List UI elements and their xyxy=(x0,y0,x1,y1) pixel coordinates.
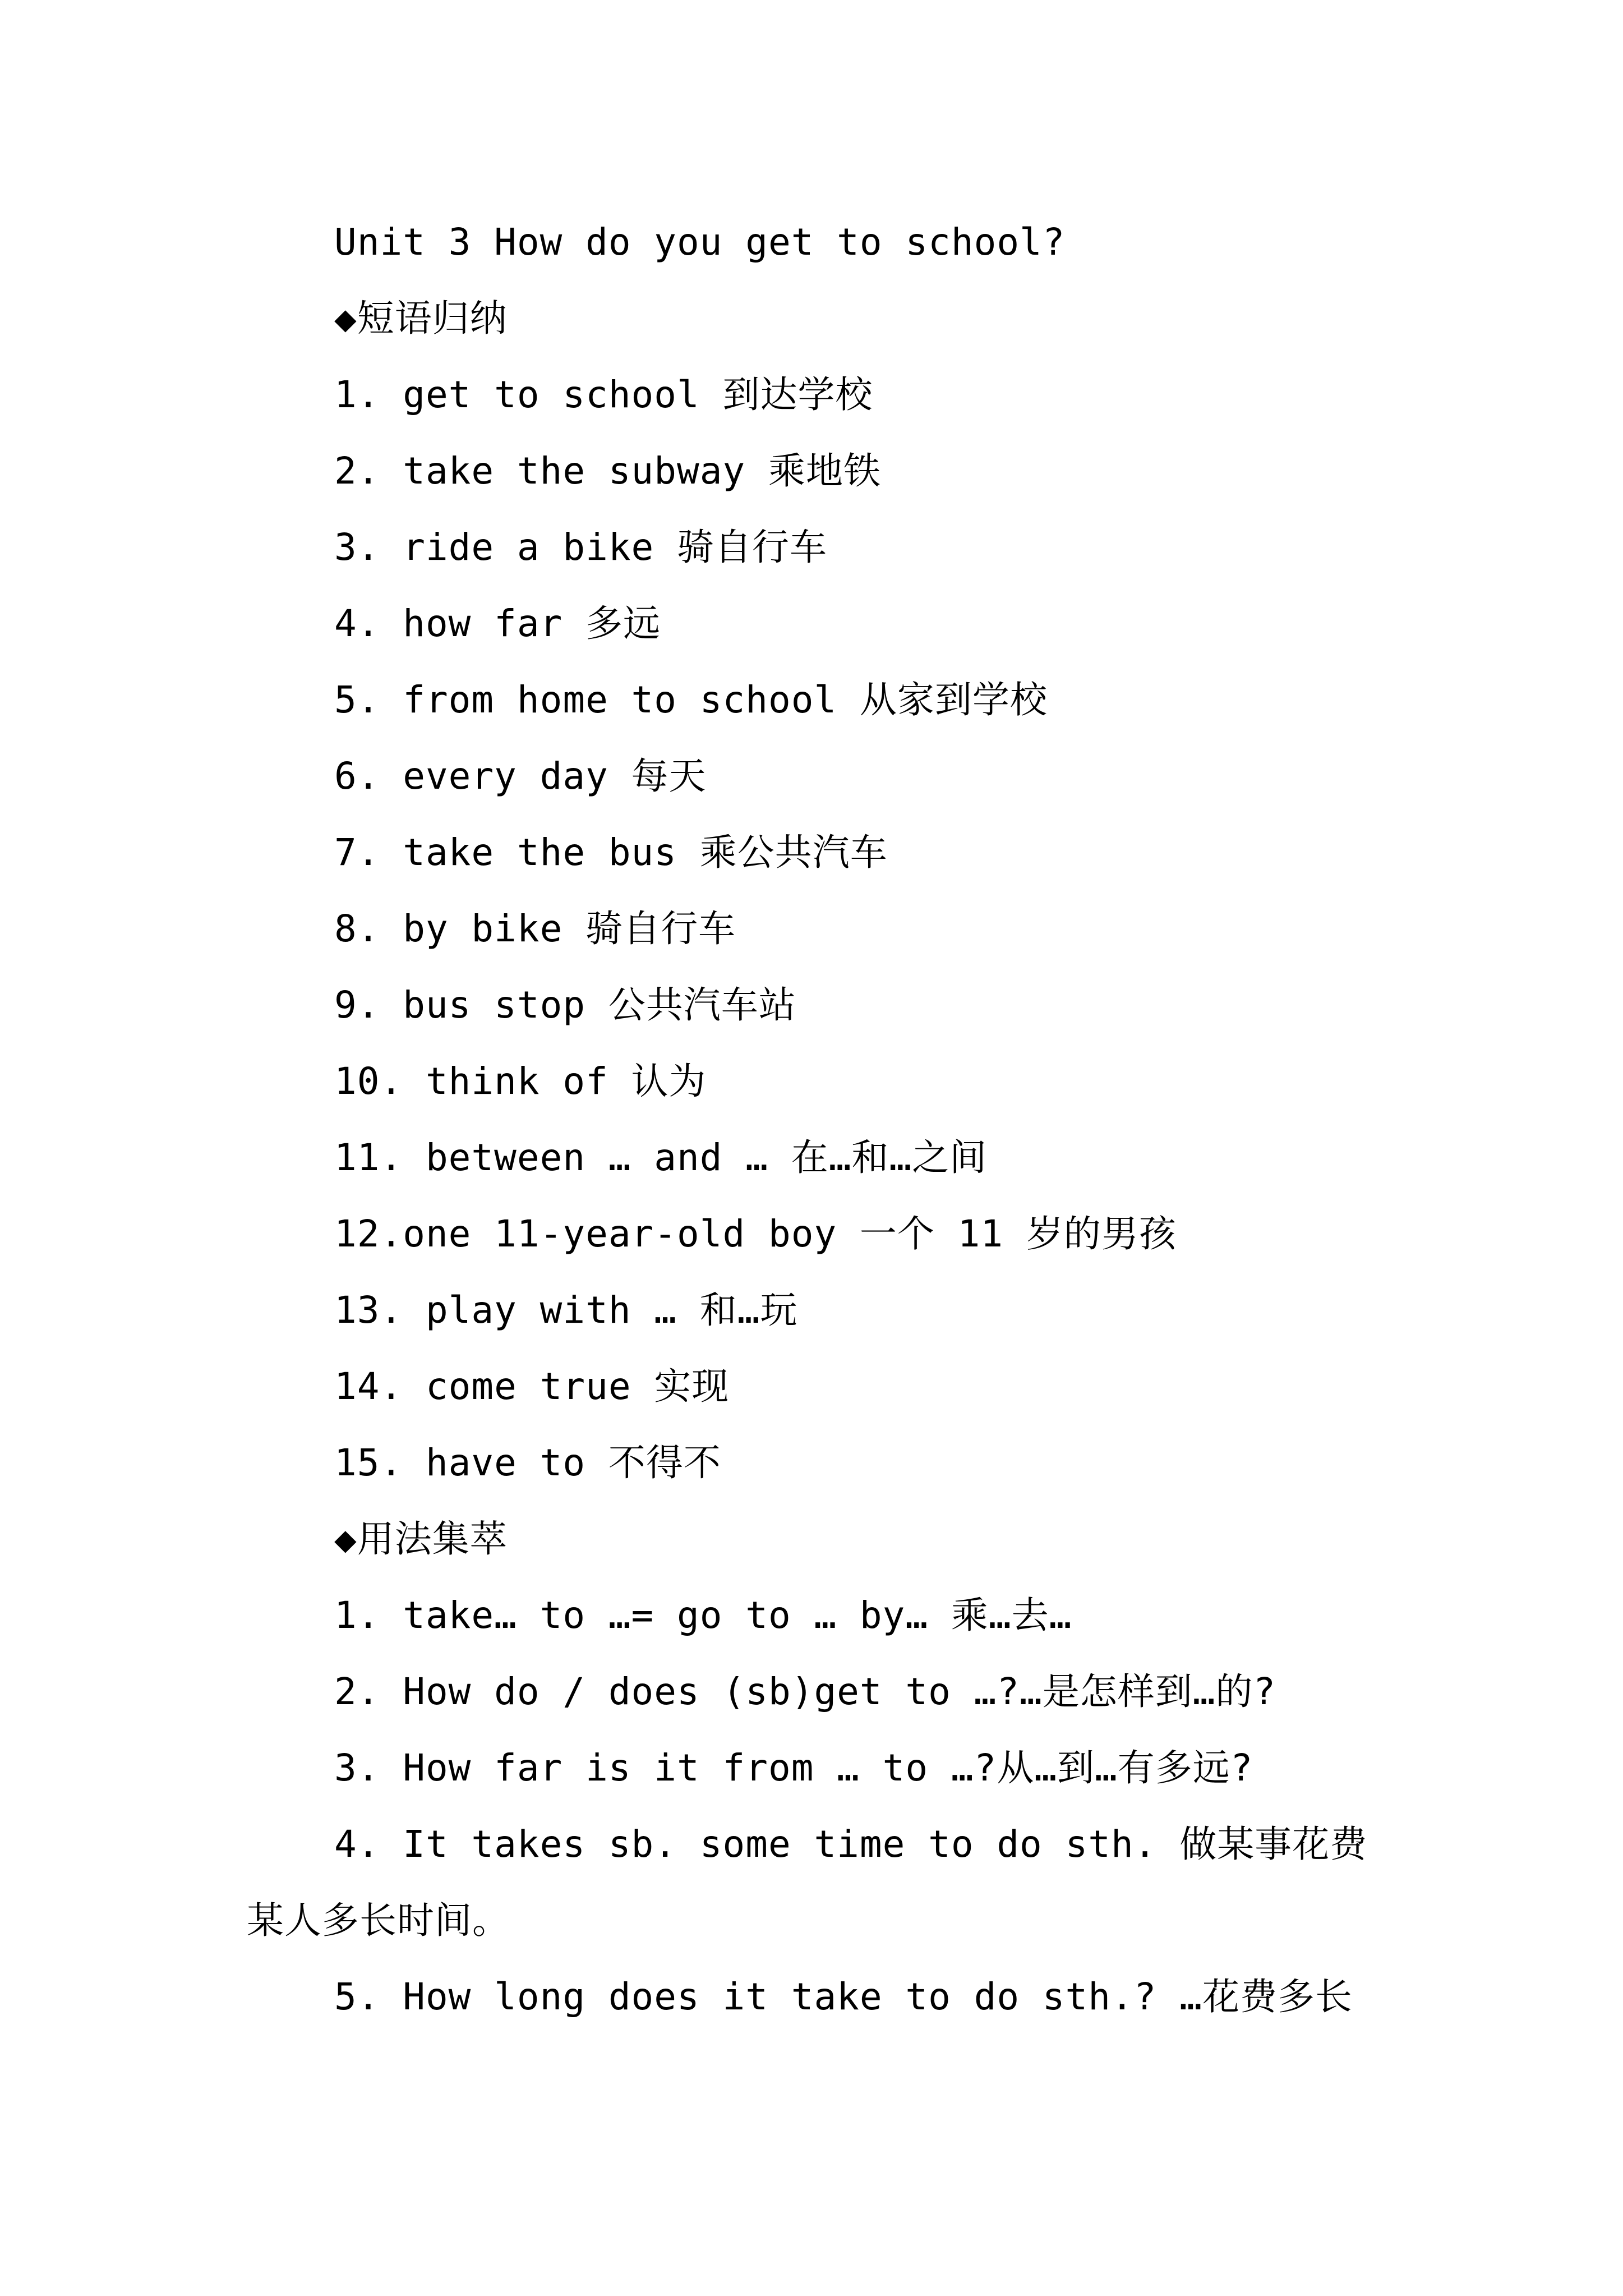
phrase-item: 6. every day 每天 xyxy=(334,754,707,798)
phrase-item: 1. get to school 到达学校 xyxy=(334,373,873,416)
usage-item: 1. take… to …= go to … by… 乘…去… xyxy=(334,1594,1072,1637)
usage-item-continuation: 某人多长时间。 xyxy=(247,1899,510,1942)
phrase-item: 13. play with … 和…玩 xyxy=(334,1289,798,1332)
section-heading-usage: ◆用法集萃 xyxy=(334,1517,508,1561)
phrase-item: 8. by bike 骑自行车 xyxy=(334,907,736,950)
phrase-item: 12.one 11-year-old boy 一个 11 岁的男孩 xyxy=(334,1212,1177,1255)
phrase-item: 2. take the subway 乘地铁 xyxy=(334,449,881,493)
phrase-item: 15. have to 不得不 xyxy=(334,1441,721,1484)
section-heading-phrases: ◆短语归纳 xyxy=(334,297,508,340)
phrase-item: 9. bus stop 公共汽车站 xyxy=(334,983,796,1027)
phrase-item: 7. take the bus 乘公共汽车 xyxy=(334,831,888,874)
document-title: Unit 3 How do you get to school? xyxy=(334,220,1066,264)
usage-item: 4. It takes sb. some time to do sth. 做某事花费 xyxy=(334,1823,1368,1866)
usage-item: 2. How do / does (sb)get to …?…是怎样到…的? xyxy=(334,1670,1276,1713)
phrase-item: 14. come true 实现 xyxy=(334,1365,730,1408)
usage-item: 5. How long does it take to do sth.? …花费多长 xyxy=(334,1975,1353,2018)
phrase-item: 11. between … and … 在…和…之间 xyxy=(334,1136,988,1179)
phrase-item: 4. how far 多远 xyxy=(334,602,661,645)
phrase-item: 10. think of 认为 xyxy=(334,1060,707,1103)
usage-item: 3. How far is it from … to …?从…到…有多远? xyxy=(334,1746,1253,1789)
phrase-item: 3. ride a bike 骑自行车 xyxy=(334,526,828,569)
phrase-item: 5. from home to school 从家到学校 xyxy=(334,678,1048,721)
